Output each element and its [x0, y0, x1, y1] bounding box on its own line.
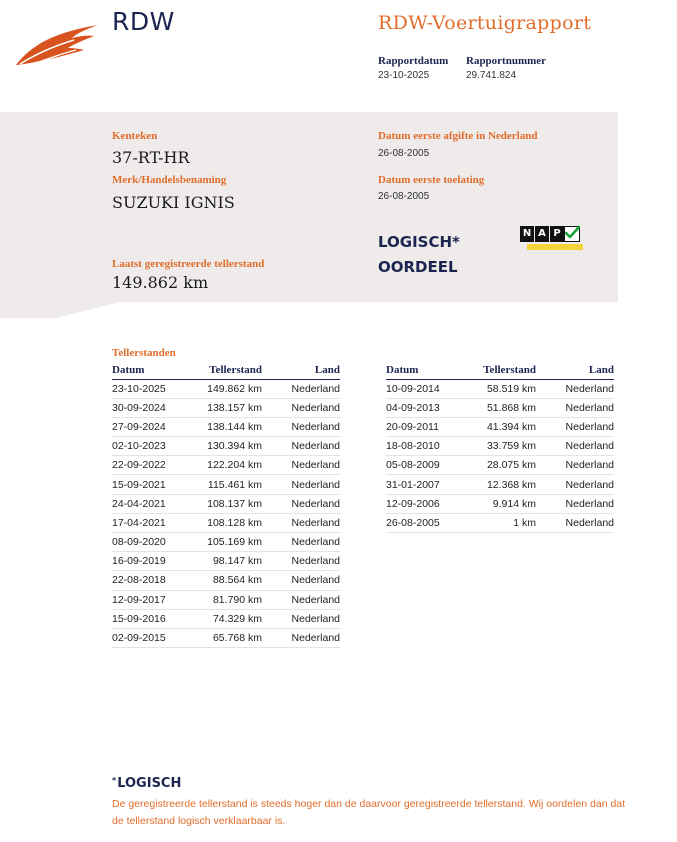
cell-country: Nederland — [262, 590, 340, 609]
report-number-label: Rapportnummer — [466, 55, 547, 67]
column-header-country: Land — [536, 362, 614, 379]
cell-date: 12-09-2006 — [386, 494, 474, 513]
nap-letter-a: A — [535, 226, 549, 242]
cell-date: 12-09-2017 — [112, 590, 200, 609]
cell-odometer: 105.169 km — [200, 533, 262, 552]
table-row — [386, 513, 614, 532]
cell-country: Nederland — [262, 513, 340, 532]
table-row — [386, 417, 614, 436]
table-row — [112, 628, 340, 647]
cell-odometer: 98.147 km — [200, 552, 262, 571]
cell-country: Nederland — [536, 494, 614, 513]
cell-country: Nederland — [262, 571, 340, 590]
check-icon — [564, 226, 580, 242]
cell-odometer: 130.394 km — [200, 437, 262, 456]
cell-date: 05-08-2009 — [386, 456, 474, 475]
table-row — [112, 590, 340, 609]
first-registration-nl-value: 26-08-2005 — [378, 148, 430, 159]
cell-country: Nederland — [262, 609, 340, 628]
report-number-value: 29.741.824 — [466, 70, 517, 81]
cell-country: Nederland — [536, 475, 614, 494]
cell-country: Nederland — [536, 379, 614, 398]
table-header-row — [386, 362, 614, 379]
table-row — [112, 533, 340, 552]
cell-odometer: 65.768 km — [200, 628, 262, 647]
cell-odometer: 12.368 km — [474, 475, 536, 494]
table-row — [386, 494, 614, 513]
cell-odometer: 122.204 km — [200, 456, 262, 475]
report-date-value: 23-10-2025 — [378, 70, 430, 81]
footnote-text: De geregistreerde tellerstand is steeds hoger dan de daarvoor geregistreerde tellerstand. Wij oordelen dan dat de tellerstand logisch verklaarbaar is. — [112, 798, 626, 827]
cell-date: 04-09-2013 — [386, 398, 474, 417]
cell-date: 02-10-2023 — [112, 437, 200, 456]
table-row — [112, 417, 340, 436]
cell-country: Nederland — [262, 475, 340, 494]
cell-date: 16-09-2019 — [112, 552, 200, 571]
first-admission-label: Datum eerste toelating — [378, 174, 485, 186]
cell-odometer: 115.461 km — [200, 475, 262, 494]
panel-tail-slant — [56, 302, 120, 318]
cell-date: 17-04-2021 — [112, 513, 200, 532]
table-row — [112, 494, 340, 513]
cell-country: Nederland — [262, 456, 340, 475]
cell-country: Nederland — [262, 628, 340, 647]
cell-date: 08-09-2020 — [112, 533, 200, 552]
cell-date: 22-08-2018 — [112, 571, 200, 590]
cell-odometer: 9.914 km — [474, 494, 536, 513]
cell-odometer: 1 km — [474, 513, 536, 532]
make-value: SUZUKI IGNIS — [112, 193, 235, 212]
table-row — [112, 609, 340, 628]
table-row — [386, 475, 614, 494]
cell-date: 15-09-2016 — [112, 609, 200, 628]
cell-country: Nederland — [536, 456, 614, 475]
cell-country: Nederland — [536, 398, 614, 417]
cell-country: Nederland — [262, 398, 340, 417]
odometer-table-left — [112, 362, 340, 648]
cell-odometer: 88.564 km — [200, 571, 262, 590]
report-title: RDW-Voertuigrapport — [378, 12, 592, 34]
cell-odometer: 58.519 km — [474, 379, 536, 398]
cell-date: 27-09-2024 — [112, 417, 200, 436]
nap-underline — [527, 244, 583, 250]
cell-date: 26-08-2005 — [386, 513, 474, 532]
cell-date: 02-09-2015 — [112, 628, 200, 647]
column-header-odometer: Tellerstand — [474, 362, 536, 379]
cell-odometer: 108.128 km — [200, 513, 262, 532]
cell-odometer: 81.790 km — [200, 590, 262, 609]
table-row — [112, 475, 340, 494]
cell-date: 23-10-2025 — [112, 379, 200, 398]
cell-date: 22-09-2022 — [112, 456, 200, 475]
cell-odometer: 138.157 km — [200, 398, 262, 417]
nap-letter-n: N — [520, 226, 534, 242]
first-registration-nl-label: Datum eerste afgifte in Nederland — [378, 130, 538, 142]
cell-odometer: 33.759 km — [474, 437, 536, 456]
cell-odometer: 41.394 km — [474, 417, 536, 436]
cell-odometer: 51.868 km — [474, 398, 536, 417]
table-row — [112, 513, 340, 532]
cell-country: Nederland — [262, 552, 340, 571]
cell-country: Nederland — [536, 437, 614, 456]
cell-country: Nederland — [262, 417, 340, 436]
last-odometer-value: 149.862 km — [112, 273, 209, 292]
first-admission-value: 26-08-2005 — [378, 191, 430, 202]
plate-value: 37-RT-HR — [112, 148, 190, 167]
table-row — [386, 437, 614, 456]
cell-date: 31-01-2007 — [386, 475, 474, 494]
cell-date: 30-09-2024 — [112, 398, 200, 417]
column-header-odometer: Tellerstand — [200, 362, 262, 379]
table-row — [112, 398, 340, 417]
cell-country: Nederland — [262, 533, 340, 552]
table-row — [112, 571, 340, 590]
report-date-label: Rapportdatum — [378, 55, 449, 67]
footnote-title-text: LOGISCH — [117, 776, 182, 791]
footnote-title — [112, 776, 181, 791]
cell-country: Nederland — [262, 379, 340, 398]
rdw-logo-icon — [14, 22, 100, 68]
cell-date: 10-09-2014 — [386, 379, 474, 398]
footnote-marker: * — [112, 776, 117, 785]
table-row — [112, 379, 340, 398]
table-row — [112, 437, 340, 456]
table-row — [386, 379, 614, 398]
cell-date: 24-04-2021 — [112, 494, 200, 513]
cell-country: Nederland — [536, 417, 614, 436]
plate-label: Kenteken — [112, 130, 158, 142]
cell-country: Nederland — [262, 437, 340, 456]
odometer-table-right — [386, 362, 614, 533]
cell-date: 18-08-2010 — [386, 437, 474, 456]
judgement-line-2: OORDEEL — [378, 258, 458, 276]
last-odometer-label: Laatst geregistreerde tellerstand — [112, 258, 265, 270]
table-row — [386, 398, 614, 417]
table-row — [112, 552, 340, 571]
table-header-row — [112, 362, 340, 379]
table-row — [386, 456, 614, 475]
cell-odometer: 28.075 km — [474, 456, 536, 475]
cell-date: 15-09-2021 — [112, 475, 200, 494]
make-label: Merk/Handelsbenaming — [112, 174, 227, 186]
nap-letter-p: P — [550, 226, 564, 242]
odometer-section-title: Tellerstanden — [112, 347, 176, 359]
judgement-line-1: LOGISCH* — [378, 233, 460, 251]
cell-date: 20-09-2011 — [386, 417, 474, 436]
brand-name: RDW — [112, 7, 175, 36]
cell-odometer: 149.862 km — [200, 379, 262, 398]
column-header-country: Land — [262, 362, 340, 379]
column-header-date: Datum — [386, 362, 474, 379]
column-header-date: Datum — [112, 362, 200, 379]
cell-country: Nederland — [262, 494, 340, 513]
cell-country: Nederland — [536, 513, 614, 532]
table-row — [112, 456, 340, 475]
cell-odometer: 108.137 km — [200, 494, 262, 513]
cell-odometer: 138.144 km — [200, 417, 262, 436]
panel-tail — [0, 302, 56, 318]
cell-odometer: 74.329 km — [200, 609, 262, 628]
judgement — [378, 230, 460, 280]
